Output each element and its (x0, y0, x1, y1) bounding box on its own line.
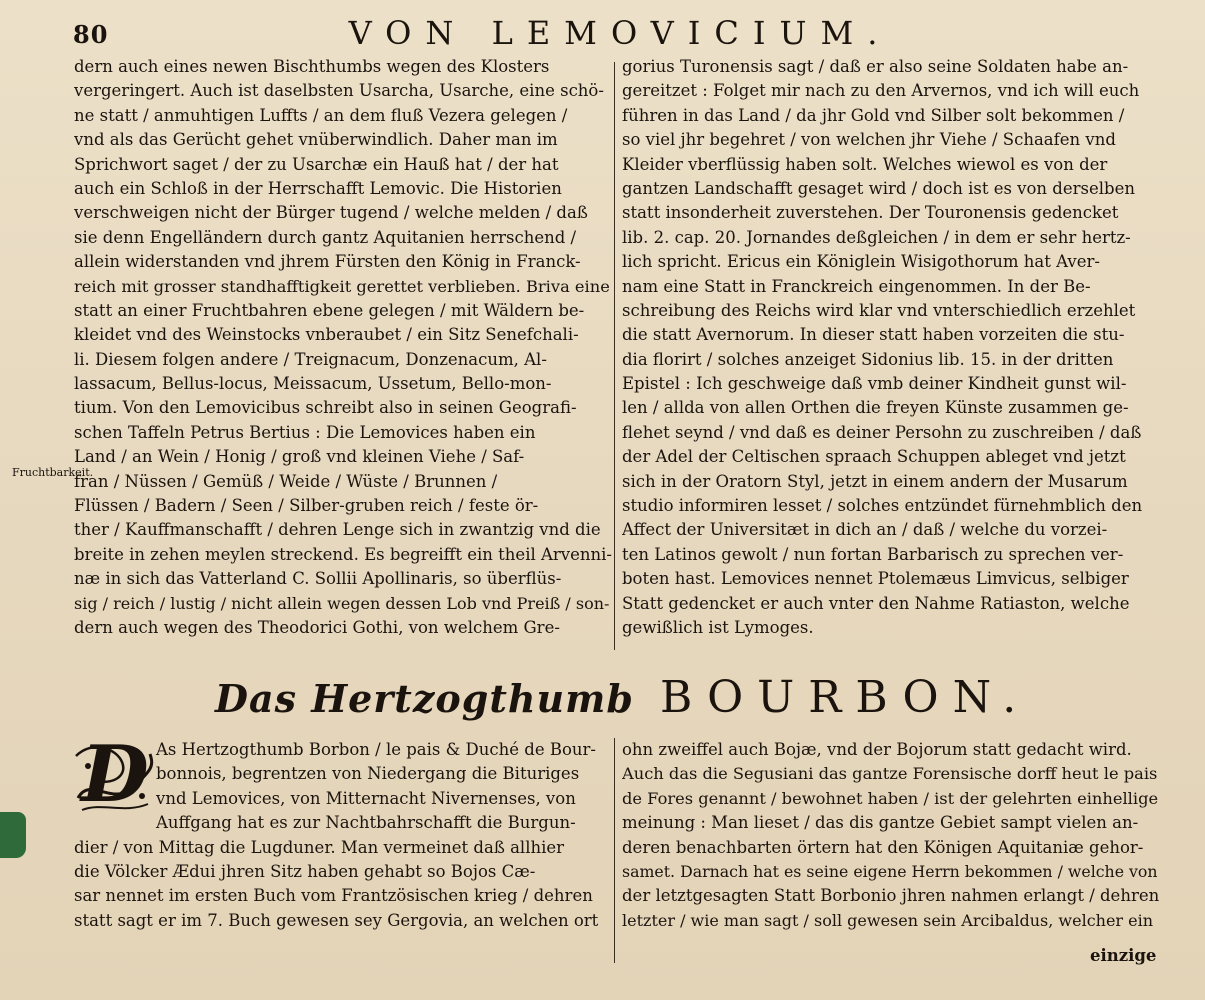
green-stain (0, 812, 26, 858)
text-line: gewißlich ist Lymoges. (622, 617, 814, 637)
column-rule-bottom (614, 738, 615, 963)
text-line: len / allda von allen Orthen die freyen Künste zusammen ge- (622, 398, 1129, 418)
page-number: 80 (73, 20, 109, 49)
text-line: boten hast. Lemovices nennet Ptolemæus Limvicus, selbiger (622, 569, 1129, 589)
text-line: führen in das Land / da jhr Gold vnd Silber solt bekommen / (622, 105, 1125, 125)
section-heading-german: Das Hertzogthumb (215, 676, 634, 721)
text-line: reich mit grosser standhafftigkeit gerettet verblieben. Briva eine (74, 276, 610, 296)
text-line: sar nennet im ersten Buch vom Frantzösischen krieg / dehren (74, 886, 593, 906)
text-line: bonnois, begrentzen von Niedergang die Bituriges (156, 764, 580, 784)
text-line: Statt gedencket er auch vnter den Nahme Ratiaston, welche (622, 593, 1130, 613)
text-line: lib. 2. cap. 20. Jornandes deßgleichen / in dem er sehr hertz- (622, 227, 1131, 247)
text-line: breite in zehen meylen streckend. Es begreifft ein theil Arvenni- (74, 544, 612, 564)
text-line: Auffgang hat es zur Nachtbahrschafft die Burgun- (156, 813, 576, 833)
text-column-left-bottom (74, 729, 609, 933)
text-line: schreibung des Reichs wird klar vnd vnterschiedlich erzehlet (622, 300, 1136, 320)
text-line: flehet seynd / vnd daß es deiner Persohn zu zuschreiben / daß (622, 422, 1142, 442)
text-line: Auch das die Segusiani das gantze Forensische dorff heut le pais (622, 764, 1158, 784)
text-line: verschweigen nicht der Bürger tugend / welche melden / daß (74, 203, 588, 223)
text-line: der Adel der Celtischen spraach Schuppen ableget vnd jetzt (622, 447, 1126, 467)
text-line: samet. Darnach hat es seine eigene Herrn bekommen / welche von (622, 861, 1158, 881)
text-line: studio informiren lesset / solches entzündet fürnehmblich den (622, 496, 1143, 516)
section-heading (215, 672, 1031, 723)
text-line: Land / an Wein / Honig / groß vnd kleinen Viehe / Saf- (74, 447, 525, 467)
text-line: nam eine Statt in Franckreich eingenommen. In der Be- (622, 276, 1091, 296)
text-line: vnd Lemovices, von Mitternacht Nivernenses, von (156, 788, 576, 808)
text-line: As Hertzogthumb Borbon / le pais & Duché de Bour- (156, 740, 597, 759)
text-line: li. Diesem folgen andere / Treignacum, Donzenacum, Al- (74, 349, 547, 369)
text-line: fran / Nüssen / Gemüß / Weide / Wüste / Brunnen / (74, 471, 498, 491)
text-line: ne statt / anmuhtigen Luffts / an dem fluß Vezera gelegen / (74, 105, 568, 125)
text-line: auch ein Schloß in der Herrschafft Lemovic. Die Historien (74, 178, 562, 198)
text-line: vergeringert. Auch ist daselbsten Usarcha, Usarche, eine schö- (74, 81, 604, 101)
text-line: de Fores genannt / bewohnet haben / ist der gelehrten einhellige (622, 788, 1159, 808)
text-line: dern auch eines newen Bischthumbs wegen des Klosters (74, 57, 550, 76)
running-head: VON LEMOVICIUM. (348, 14, 892, 52)
text-line: Kleider vberflüssig haben solt. Welches wiewol es von der (622, 154, 1108, 174)
text-line: Affect der Universitæt in dich an / daß / welche du vorzei- (622, 520, 1108, 540)
text-line: letzter / wie man sagt / soll gewesen sein Arcibaldus, welcher ein (622, 910, 1154, 930)
text-line: dern auch wegen des Theodorici Gothi, von welchem Gre- (74, 617, 560, 637)
text-line: Epistel : Ich geschweige daß vmb deiner Kindheit gunst wil- (622, 374, 1127, 394)
text-line: ther / Kauffmanschafft / dehren Lenge sich in zwantzig vnd die (74, 520, 601, 540)
text-line: dier / von Mittag die Lugduner. Man vermeinet daß allhier (74, 837, 565, 857)
text-line: die Völcker Ædui jhren Sitz haben gehabt so Bojos Cæ- (74, 861, 536, 881)
text-line: statt insonderheit zuverstehen. Der Touronensis gedencket (622, 203, 1119, 223)
text-line: deren benachbarten örtern hat den Königen Aquitaniæ gehor- (622, 837, 1144, 857)
margin-note: Fruchtbarkeit. (12, 466, 94, 479)
text-line: sig / reich / lustig / nicht allein wegen dessen Lob vnd Preiß / son- (74, 593, 610, 613)
section-heading-latin: BOURBON. (659, 672, 1031, 723)
text-line: dia florirt / solches anzeiget Sidonius lib. 15. in der dritten (622, 349, 1114, 369)
text-line: Flüssen / Badern / Seen / Silber-gruben reich / feste ör- (74, 496, 539, 516)
decorated-initial: D (81, 729, 149, 820)
text-line: so viel jhr begehret / von welchen jhr Viehe / Schaafen vnd (622, 130, 1116, 150)
text-line: statt sagt er im 7. Buch gewesen sey Gergovia, an welchen ort (74, 910, 599, 930)
text-line: sie denn Engelländern durch gantz Aquitanien herrschend / (74, 227, 577, 247)
text-line: kleidet vnd des Weinstocks vnberaubet / ein Sitz Senefchali- (74, 325, 579, 345)
text-line: ten Latinos gewolt / nun fortan Barbarisch zu sprechen ver- (622, 544, 1124, 564)
text-line: lich spricht. Ericus ein Königlein Wisigothorum hat Aver- (622, 252, 1100, 272)
text-line: schen Taffeln Petrus Bertius : Die Lemovices haben ein (74, 422, 536, 442)
text-line: vnd als das Gerücht gehet vnüberwindlich. Daher man im (74, 130, 558, 150)
text-column-right-bottom (622, 738, 1159, 933)
text-line: gantzen Landschafft gesaget wird / doch ist es von derselben (622, 178, 1135, 198)
text-column-left-top (74, 55, 614, 640)
text-line: næ in sich das Vatterland C. Sollii Apollinaris, so überflüs- (74, 569, 562, 589)
text-line: der letztgesagten Statt Borbonio jhren nahmen erlangt / dehren (622, 886, 1159, 906)
column-rule-top (614, 62, 615, 650)
text-line: lassacum, Bellus-locus, Meissacum, Ussetum, Bello-mon- (74, 374, 552, 394)
text-line: meinung : Man lieset / das dis gantze Gebiet sampt vielen an- (622, 813, 1139, 833)
text-line: die statt Avernorum. In dieser statt haben vorzeiten die stu- (622, 325, 1125, 345)
text-line: statt an einer Fruchtbahren ebene gelegen / mit Wäldern be- (74, 300, 585, 320)
text-line: allein widerstanden vnd jhrem Fürsten den König in Franck- (74, 252, 581, 272)
text-line: gereitzet : Folget mir nach zu den Arvernos, vnd ich will euch (622, 81, 1140, 101)
text-line: gorius Turonensis sagt / daß er also seine Soldaten habe an- (622, 57, 1129, 76)
text-line: tium. Von den Lemovicibus schreibt also in seinen Geografi- (74, 398, 577, 418)
text-line: sich in der Oratorn Styl, jetzt in einem andern der Musarum (622, 471, 1128, 491)
catchword: einzige (1090, 946, 1157, 965)
text-line: ohn zweiffel auch Bojæ, vnd der Bojorum statt gedacht wird. (622, 740, 1132, 759)
text-column-right-top (622, 55, 1157, 640)
text-line: Sprichwort saget / der zu Usarchæ ein Hauß hat / der hat (74, 154, 559, 174)
